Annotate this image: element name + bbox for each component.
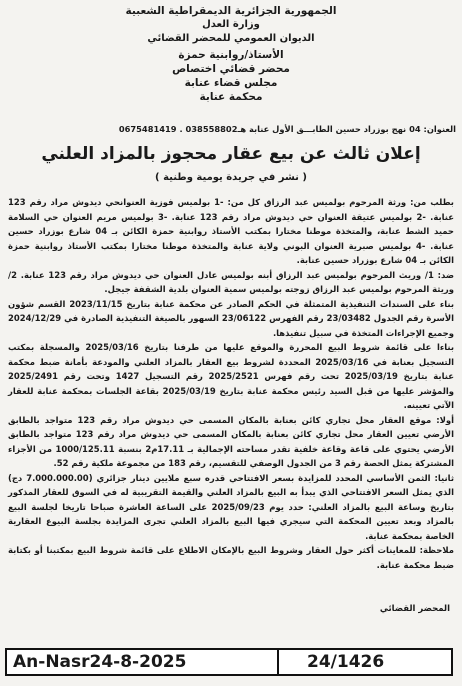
header-court: محكمة عنابة xyxy=(199,91,263,103)
paragraph-note: ملاحظة: للمعاينات أكثر حول العقار وشروط البيع بالإمكان الاطلاع على قائمة شروط البيع بمكتبنا أو بكتابة ضبط محكمة عنابة. xyxy=(8,545,454,570)
paragraph-requester: بطلب من: ورثة المرحوم بولميس عبد الرزاق كل من: -1 بولميس فوزية العنوانحي ديدوش مراد رقم 123 عنابة. -2 بولميس عتيقة العنوان حي ديدوش مراد رقم 123 عنابة. -3 بولميس مريم العنوان حي السلامة حميد الشط عنابة، والمتخذة موطنا مختارا بمكتب الأستاذ روابنية حمزة الكائن بـ 04 شارع بوزراد حسين عنابة. -4 بولميس صبرية العنوان البوني ولاية عنابة والمتخذة موطنا مختارا بمكتب الأستاذ روابنية حمزة الكائن بـ 04 شارع بوزراد حسين عنابة. xyxy=(8,197,455,265)
paragraph-basis: بناء على السندات التنفيذية المتمثلة في الحكم الصادر عن محكمة عنابة بتاريخ 2023/11/15 القسم شؤون الأسرة رقم الجدول 23/03482 رقم الفهرس 23/06122 السهور بالصيغة التنفيذية الصادرة في 2024/12/29 وجميع الإجراءات المتخذة في سبيل تنفيذها. xyxy=(8,298,455,338)
paragraph-against: ضد: 1/ وريث المرحوم بولميس عبد الرزاق أبنه بولميس عادل العنوان حي ديدوش مراد رقم 123 عنابة. 2/وريثة المرحوم بولميس عبد الرزاق زوجته بولميس سمية العنوان بلدية الشقفة جيجل. xyxy=(8,269,454,294)
header-bailiff-title: محضر قضائي اختصاص xyxy=(172,63,290,75)
notice-title: إعلان ثالث عن بيع عقار محجوز بالمزاد العلني xyxy=(41,144,421,164)
footer-divider xyxy=(277,650,279,674)
footer-box xyxy=(5,648,453,676)
header-republic: الجمهورية الجزائرية الديمقراطية الشعبية xyxy=(125,5,337,17)
reference-number: 24/1426 xyxy=(307,652,385,672)
paragraph-price-date: ثانيا: الثمن الأساسي المحدد للمزايدة بسعر الافتتاحي قدره سبع ملايين دينار جزائري (7.000.000.00 دج) الذي يمثل السعر الافتتاحي الذي يبدأ به البيع بالمزاد العلني والقيمة التقريبية له في السوق للعقار المذكور بتاريخ وساعة البيع بالمزاد العلني: حدد يوم 2025/09/23 على الساعة العاشرة صباحا تاريخا لجلسة البيع بالمزاد وبعد تعيين المحكمة التي سيجري فيها البيع بالمزاد العلني تجرى المزايدة بجلسة البيوع العقارية الخاصة بمحكمة عنابة. xyxy=(8,472,454,541)
paragraph-conditions: بناءا على قائمة شروط البيع المحررة والموقع عليها من طرفنا بتاريخ 2025/03/16 والمسجلة بمكتب التسجيل بعنابة في 2025/03/16 المحددة لشروط بيع العقار بالمزاد العلني والمودعة بأمانة ضبط محكمة عنابة بتاريخ 2025/03/19 تحت رقم فهرس 2025/2521 رقم التسجيل 1427 وتحت رقم 2025/2491 والمؤشر عليها من قبل السيد رئيس محكمة عنابة بتاريخ 2025/03/19 بقاعة الجلسات بمحكمة عنابة للعقار الآتي تعيينه. xyxy=(8,342,454,410)
header-address: العنوان: 04 نهج بوزراد حسين الطابـــق الأول عنابة هـ038558802 . 0675481419 xyxy=(118,124,456,134)
header-office: الديوان العمومي للمحضر القضائي xyxy=(147,33,315,44)
signature-label: المحضر القضائي xyxy=(379,604,450,614)
notice-subtitle: ( نشر في جريدة يومية وطنية ) xyxy=(155,172,307,183)
publication-label: An-Nasr24-8-2025 xyxy=(13,652,187,672)
header-court-council: مجلس قضاء عنابة xyxy=(184,77,278,89)
header-bailiff-name: الأستاذ/روابنية حمزة xyxy=(178,49,284,61)
paragraph-property: أولا: موقع العقار محل تجاري كائن بعنابة بالمكان المسمى حي ديدوش مراد رقم 123 متواجد بالطابق الأرضي تعيين العقار محل تجاري كائن بعنابة بالمكان المسمى حي ديدوش مراد رقم 123 متواجد بالطابق الأرضي يحتوي على قاعة وقاعة خلفية تقدر مساحته الإجمالية بـ 17.11م2 بنسبة 1000/125.11 من الأجزاء المشتركة يمثل الحصة رقم 3 من الجدول الوصفي للتقسيم، رقم 183 من مجموعة ملكية رقم 52. xyxy=(8,414,455,468)
notice-body xyxy=(8,195,454,572)
header-ministry: وزارة العدل xyxy=(202,19,260,30)
